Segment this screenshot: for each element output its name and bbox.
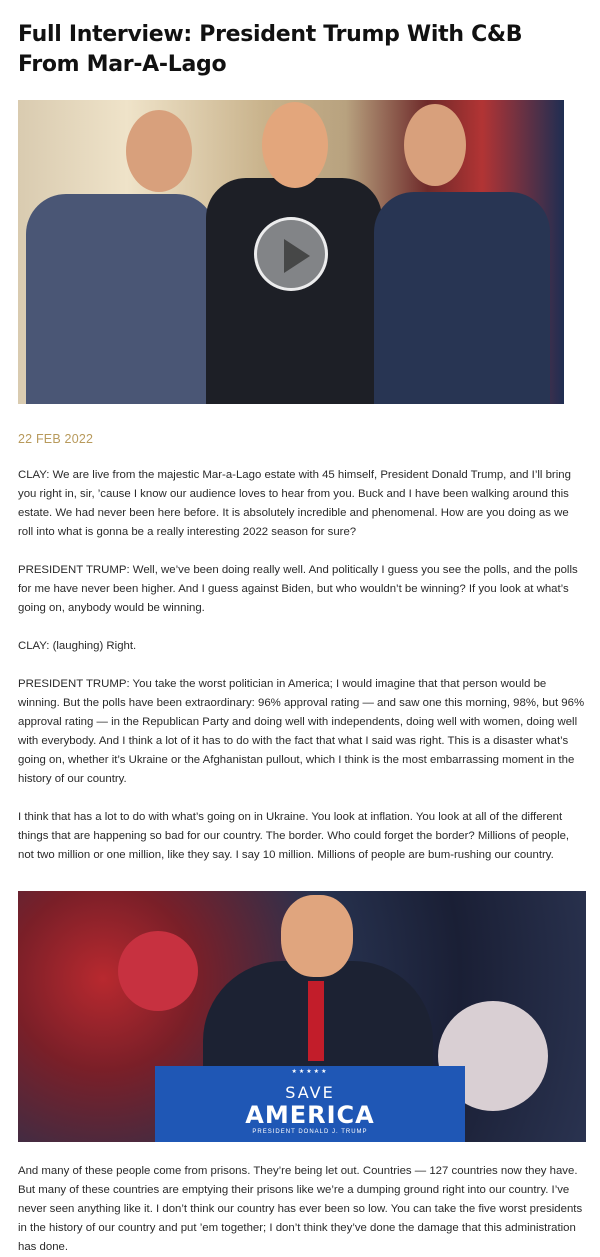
paragraph: CLAY: (laughing) Right. [18,640,137,652]
article-body-bottom [18,1162,586,1257]
paragraph: And many of these people come from prisons. They’re being let out. Countries — 127 countries now they have. But many of these countries are emptying their prisons like we’re a dumping ground right into our country. I’ve never seen anything like it. I don’t think our country has ever been so low. You can take the five worst presidents in the history of our country and put ’em together; I don’t think they’ve done the damage that this administration has done. [18,1165,583,1253]
speaker-tie [308,981,324,1061]
article-title: Full Interview: President Trump With C&B From Mar-A-Lago [18,22,523,77]
paragraph: PRESIDENT TRUMP: Well, we’ve been doing really well. And politically I guess you see the polls, and the polls for me have never been higher. And I guess against Biden, but who wouldn’t be winning? If you look at what’s going on, anybody would be winning. [18,564,578,614]
podium-line-save: SAVE [285,1083,335,1102]
podium-line-america: AMERICA [245,1101,375,1129]
podium-stars: ★★★★★ [291,1069,329,1075]
video-thumbnail[interactable] [18,100,564,404]
podium-sign [155,1066,465,1142]
article-body-top [18,466,586,865]
play-icon[interactable] [254,217,328,291]
paragraph: PRESIDENT TRUMP: You take the worst politician in America; I would imagine that that person would be winning. But the polls have been extraordinary: 96% approval rating — and saw one this morning, 98%, but 96% approval rating — in the Republican Party and doing well with independents, doing well with women, doing well with everybody. And I think a lot of it has to do with the fact that what I said was right. This is a disaster what’s going on, whether it’s Ukraine or the Afghanistan pullout, which I think is the most embarrassing moment in the history of our country. [18,678,585,785]
podium-line-name: PRESIDENT DONALD J. TRUMP [252,1129,368,1135]
figure-center [206,178,382,404]
paragraph: CLAY: We are live from the majestic Mar-a-Lago estate with 45 himself, President Donald Trump, and I’ll bring you right in, sir, ’cause I know our audience loves to hear from you. Buck and I have been walking around this estate. We had never been here before. It is absolutely incredible and phenomenal. How are you doing as we roll into what is gonna be a really interesting 2022 season for sure? [18,469,571,538]
figure-left [26,194,216,404]
rally-photo [18,891,586,1142]
head-right [404,104,466,186]
figure-right [374,192,550,404]
article-date: 22 FEB 2022 [18,432,94,446]
speaker-head [281,895,353,977]
sign-left [118,931,198,1011]
head-center [262,102,328,188]
head-left [126,110,192,192]
paragraph: I think that has a lot to do with what’s going on in Ukraine. You look at inflation. You look at all of the different things that are happening so bad for our country. The border. Who could forget the border? Millions of people, not two million or one million, like they say. I say 10 million. Millions of people are bum-rushing our country. [18,811,570,861]
